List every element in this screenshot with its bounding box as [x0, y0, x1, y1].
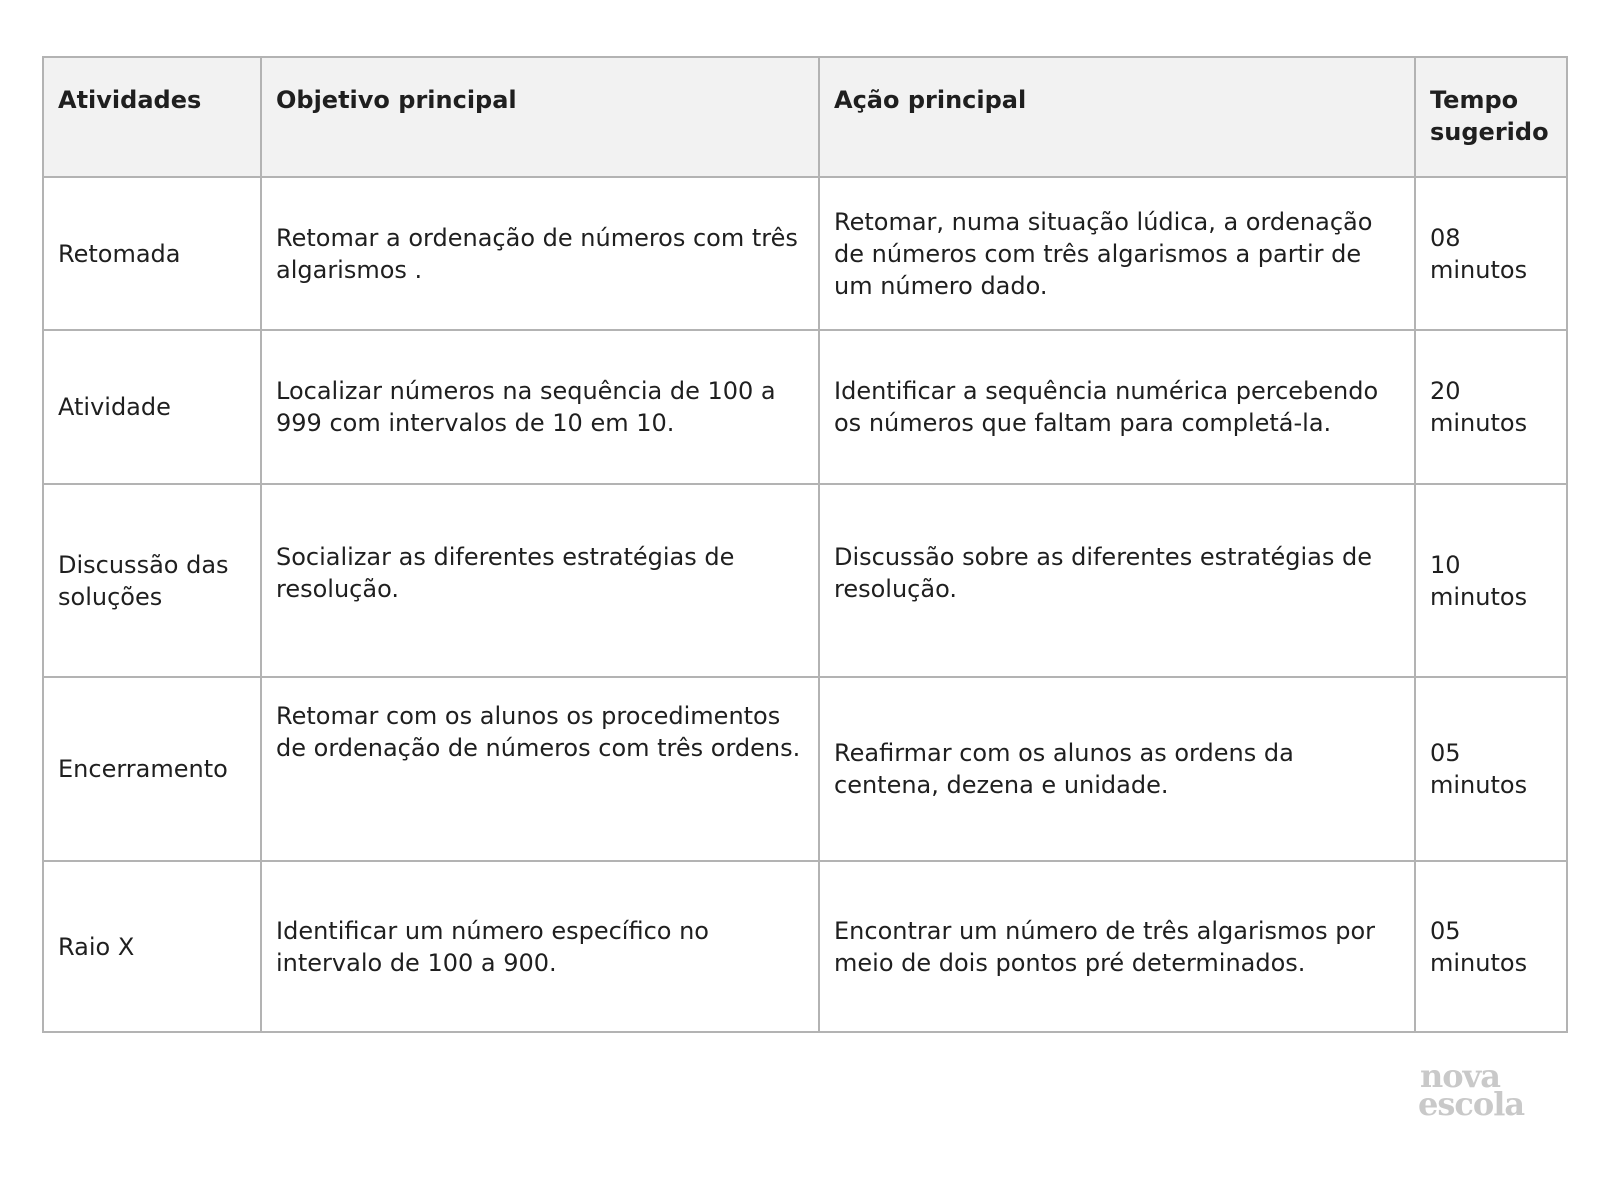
cell-tempo: 10 minutos: [1415, 484, 1567, 677]
cell-atividade: Raio X: [43, 861, 261, 1032]
cell-objetivo: Localizar números na sequência de 100 a 999 com intervalos de 10 em 10.: [261, 330, 819, 484]
header-objetivo: Objetivo principal: [261, 57, 819, 177]
cell-tempo: 20 minutos: [1415, 330, 1567, 484]
header-acao: Ação principal: [819, 57, 1415, 177]
header-tempo: Tempo sugerido: [1415, 57, 1567, 177]
cell-acao: Retomar, numa situação lúdica, a ordenação de números com três algarismos a partir de um número dado.: [819, 177, 1415, 330]
cell-acao: Discussão sobre as diferentes estratégias de resolução.: [819, 484, 1415, 677]
table-row: [43, 177, 1567, 330]
table-row: [43, 861, 1567, 1032]
header-row: [43, 57, 1567, 177]
cell-acao: Identificar a sequência numérica percebendo os números que faltam para completá-la.: [819, 330, 1415, 484]
table-row: [43, 330, 1567, 484]
logo-line-escola: escola: [1418, 1085, 1525, 1123]
nova-escola-logo: [1418, 1057, 1538, 1123]
cell-objetivo: Retomar a ordenação de números com três algarismos .: [261, 177, 819, 330]
cell-tempo: 08 minutos: [1415, 177, 1567, 330]
table-row: [43, 677, 1567, 861]
table-body: [43, 177, 1567, 1032]
cell-atividade: Encerramento: [43, 677, 261, 861]
cell-objetivo: Identificar um número específico no intervalo de 100 a 900.: [261, 861, 819, 1032]
lesson-plan-table: [42, 56, 1568, 1033]
cell-tempo: 05 minutos: [1415, 861, 1567, 1032]
table-header: [43, 57, 1567, 177]
cell-objetivo: Retomar com os alunos os procedimentos de ordenação de números com três ordens.: [261, 677, 819, 861]
cell-atividade: Atividade: [43, 330, 261, 484]
table-row: [43, 484, 1567, 677]
logo-line-nova: nova: [1420, 1057, 1500, 1095]
cell-atividade: Retomada: [43, 177, 261, 330]
cell-tempo: 05 minutos: [1415, 677, 1567, 861]
cell-acao: Encontrar um número de três algarismos por meio de dois pontos pré determinados.: [819, 861, 1415, 1032]
cell-atividade: Discussão das soluções: [43, 484, 261, 677]
cell-objetivo: Socializar as diferentes estratégias de resolução.: [261, 484, 819, 677]
cell-acao: Reafirmar com os alunos as ordens da centena, dezena e unidade.: [819, 677, 1415, 861]
header-atividades: Atividades: [43, 57, 261, 177]
